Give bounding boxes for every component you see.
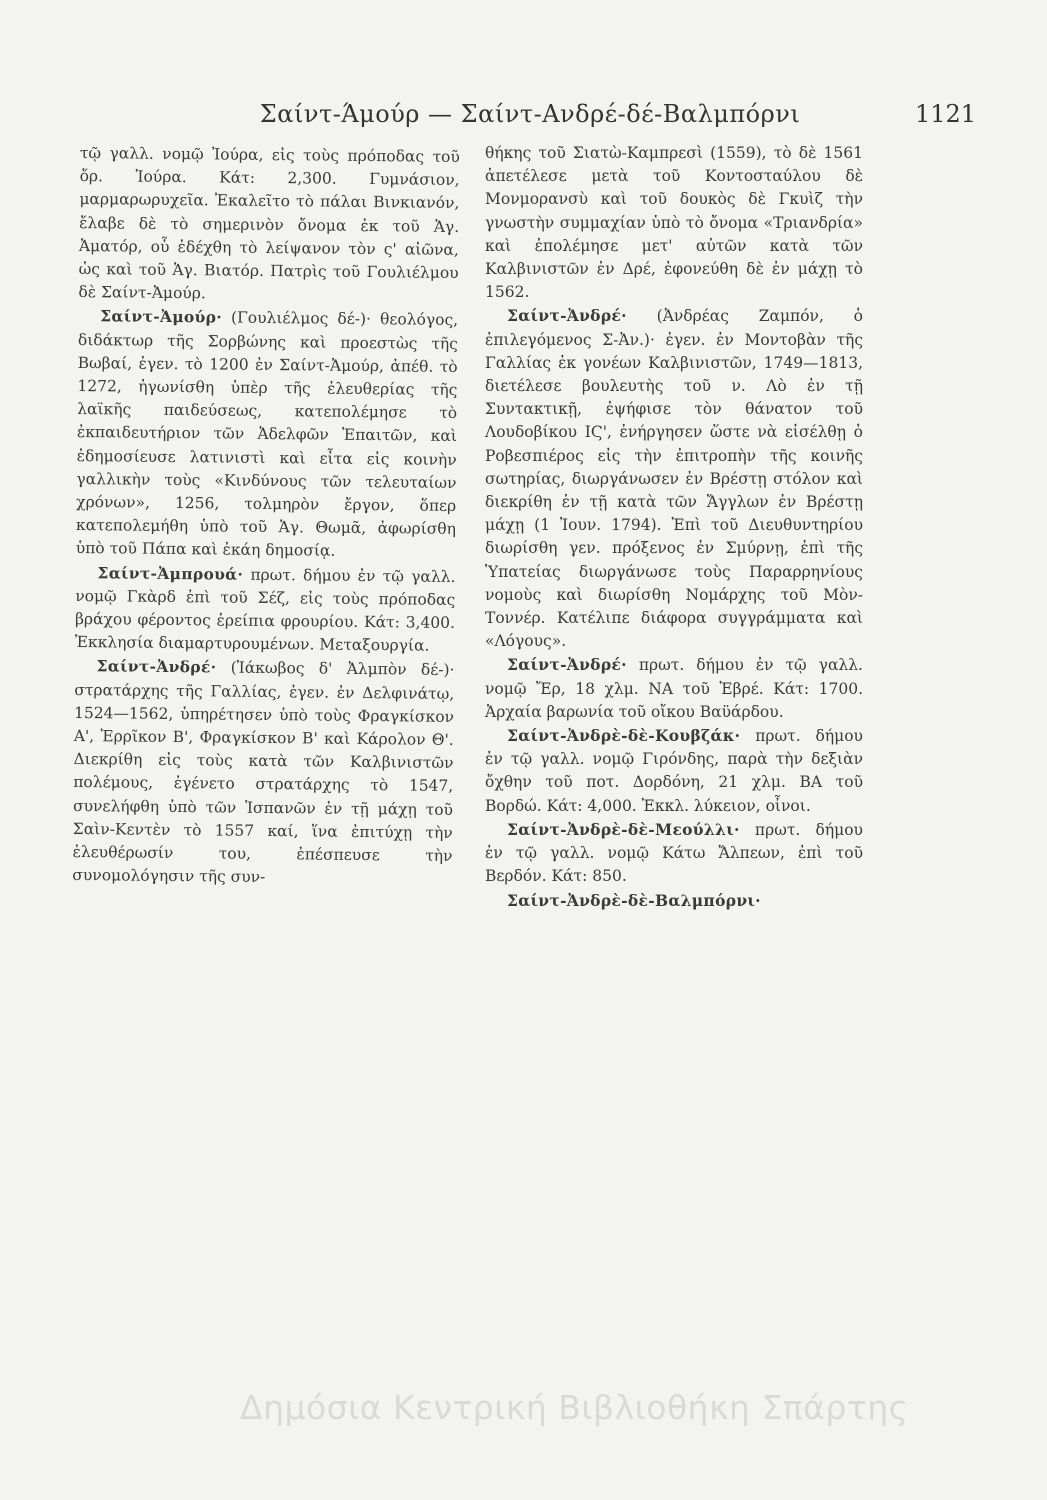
entry-text: πρωτ. δήμου ἐν τῷ γαλλ. νομῷ Γκὰρδ ἐπὶ τοῦ Σέζ, εἰς τοὺς πρόποδας βράχου φέροντος ἐρείπια φρουρίου. Κάτ: 3,400. Ἐκκλησία διαμαρτυρουμένων. Μεταξουργία. <box>74 565 456 655</box>
entry-headword: Σαίντ-Ἀνδρὲ-δὲ-Βαλμπόρνι· <box>507 890 761 910</box>
entry-headword: Σαίντ-Ἀνδρέ· <box>96 656 217 677</box>
entry-text: (Γουλιέλμος δέ-)· θεολόγος, διδάκτωρ τῆς Σορβώνης καὶ προεστὼς τῆς Βωβαί, ἐγεν. τὸ 1200 ἐν Σαίντ-Ἀμούρ, ἀπέθ. τὸ 1272, ἠγωνίσθη ὑπὲρ τῆς ἐλευθερίας τῆς λαϊκῆς παιδεύσεως, κατεπολέμησε τὸ ἐκπαιδευτήριον τῶν Ἀδελφῶν Ἐπαιτῶν, καὶ ἐδημοσίευσε λατινιστὶ καὶ εἶτα εἰς κοινὴν γαλλικὴν τοὺς «Κινδύνους τῶν τελευταίων χρόνων», 1256, τολμηρὸν ἔργον, ὅπερ κατεπολεμήθη ὑπὸ τοῦ Ἁγ. Θωμᾶ, ἀφωρίσθη ὑπὸ τοῦ Πάπα καὶ ἐκάη δημοσίᾳ. <box>75 309 459 561</box>
entry-continuation <box>485 142 863 304</box>
right-column <box>485 142 863 912</box>
page-number: 1121 <box>915 100 977 128</box>
entry-text: πρωτ. δήμου ἐν τῷ γαλλ. νομῷ Γιρόνδης, παρὰ τὴν δεξιὰν ὄχθην τοῦ ποτ. Δορδόνη, 21 χλμ. ΒΑ τοῦ Βορδώ. Κάτ: 4,000. Ἐκκλ. λύκειον, οἶνοι. <box>485 727 863 815</box>
entry <box>72 654 454 891</box>
entry <box>75 561 456 659</box>
left-column <box>72 142 460 891</box>
entry-continuation <box>78 142 460 308</box>
entry-text: θήκης τοῦ Σιατὼ-Καμπρεσὶ (1559), τὸ δὲ 1561 ἀπετέλεσε μετὰ τοῦ Κοντοσταύλου δὲ Μονμορανσὺ καὶ τοῦ δουκὸς δὲ Γκυὶζ τὴν γνωστὴν συμμαχίαν ὑπὸ τὸ ὄνομα «Τριανδρία» καὶ ἐπολέμησε μετ' αὐτῶν κατὰ τῶν Καλβινιστῶν ἐν Δρέ, ἐφονεύθη δὲ ἐν μάχῃ τὸ 1562. <box>485 144 863 302</box>
entry-headword: Σαίντ-Ἀμούρ· <box>100 306 223 327</box>
entry-text: πρωτ. δήμου ἐν τῷ γαλλ. νομῷ Ἔρ, 18 χλμ. ΝΑ τοῦ Ἐβρέ. Κάτ: 1700. Ἀρχαία βαρωνία τοῦ οἴκου Βαϋάρδου. <box>485 656 863 721</box>
library-watermark: Δημόσια Κεντρική Βιβλιοθήκη Σπάρτης <box>240 1388 909 1427</box>
entry-headword: Σαίντ-Ἀνδρέ· <box>507 306 627 326</box>
entry-text: τῷ γαλλ. νομῷ Ἰούρα, εἰς τοὺς πρόποδας τοῦ ὄρ. Ἰούρα. Κάτ: 2,300. Γυμνάσιον, μαρμαρωρυχεῖα. Ἐκαλεῖτο τὸ πάλαι Βινκιανόν, ἔλαβε δὲ τὸ σημερινὸν ὄνομα ἐκ τοῦ Ἁγ. Ἀματόρ, οὗ ἐδέχθη τὸ λείψανον τὸν ς' αἰῶνα, ὡς καὶ τοῦ Ἁγ. Βιατόρ. Πατρὶς τοῦ Γουλιέλμου δὲ Σαίντ-Ἀμούρ. <box>78 143 460 303</box>
entry <box>76 304 459 564</box>
entry-text: πρωτ. δήμου ἐν τῷ γαλλ. νομῷ Κάτω Ἄλπεων, ἐπὶ τοῦ Βερδόν. Κάτ: 850. <box>485 820 863 886</box>
entry-headword: Σαίντ-Ἀνδρὲ-δὲ-Μεούλλι· <box>507 819 740 839</box>
entry <box>485 889 863 912</box>
entry <box>485 724 863 818</box>
running-header: Σαίντ-Άμούρ — Σαίντ-Ανδρέ-δέ-Βαλμπόρνι <box>259 100 801 128</box>
entry-headword: Σαίντ-Ἀνδρέ· <box>507 655 627 675</box>
entry <box>485 304 863 653</box>
entry <box>485 818 863 889</box>
entry <box>485 653 863 724</box>
entry-headword: Σαίντ-Ἀμπρουά· <box>97 562 244 584</box>
entry-text: (Ἰάκωβος δ' Ἀλμπὸν δέ-)· στρατάρχης τῆς Γαλλίας, ἐγεν. ἐν Δελφινάτῳ, 1524—1562, ὑπηρέτησεν ὑπὸ τοὺς Φραγκίσκον Α', Ἐρρῖκον Β', Φραγκίσκον Β' καὶ Κάρολον Θ'. Διεκρίθη εἰς τοὺς κατὰ τῶν Καλβινιστῶν πολέμους, ἐγένετο στρατάρχης τὸ 1547, συνελήφθη ὑπὸ τῶν Ἱσπανῶν ἐν τῇ μάχῃ τοῦ Σαὶν-Κεντὲν τὸ 1557 καί, ἵνα ἐπιτύχῃ τὴν ἐλευθέρωσίν του, ἐπέσπευσε τὴν συνομολόγησιν τῆς συν- <box>72 659 455 887</box>
entry-headword: Σαίντ-Ἀνδρὲ-δὲ-Κουβζάκ· <box>507 726 741 746</box>
entry-text: (Ἀνδρέας Ζαμπόν, ὁ ἐπιλεγόμενος Σ-Ἀν.)· ἐγεν. ἐν Μοντοβὰν τῆς Γαλλίας ἐκ γονέων Καλβινιστῶν, 1749—1813, διετέλεσε βουλευτὴς τοῦ ν. Λὸ ἐν τῇ Συντακτικῇ, ἐψήφισε τὸν θάνατον τοῦ Λουδοβίκου ΙϚ', ἐνήργησεν ὥστε νὰ εἰσέλθῃ ὁ Ροβεσπιέρος εἰς τὴν ἐπιτροπὴν τῆς κοινῆς σωτηρίας, διωργάνωσεν ἐν Βρέστῃ στόλον καὶ διεκρίθη ἐν τῇ κατὰ τῶν Ἄγγλων ἐν Βρέστῃ μάχῃ (1 Ἰουν. 1794). Ἐπὶ τοῦ Διευθυντηρίου διωρίσθη γεν. πρόξενος ἐν Σμύρνῃ, ἐπὶ τῆς Ὑπατείας διωργάνωσε τοὺς Παραρρηνίους νομοὺς καὶ διωρίσθη Νομάρχης τοῦ Μὸν-Τοννέρ. Κατέλιπε διάφορα συγγράμματα καὶ «Λόγους». <box>485 307 863 651</box>
